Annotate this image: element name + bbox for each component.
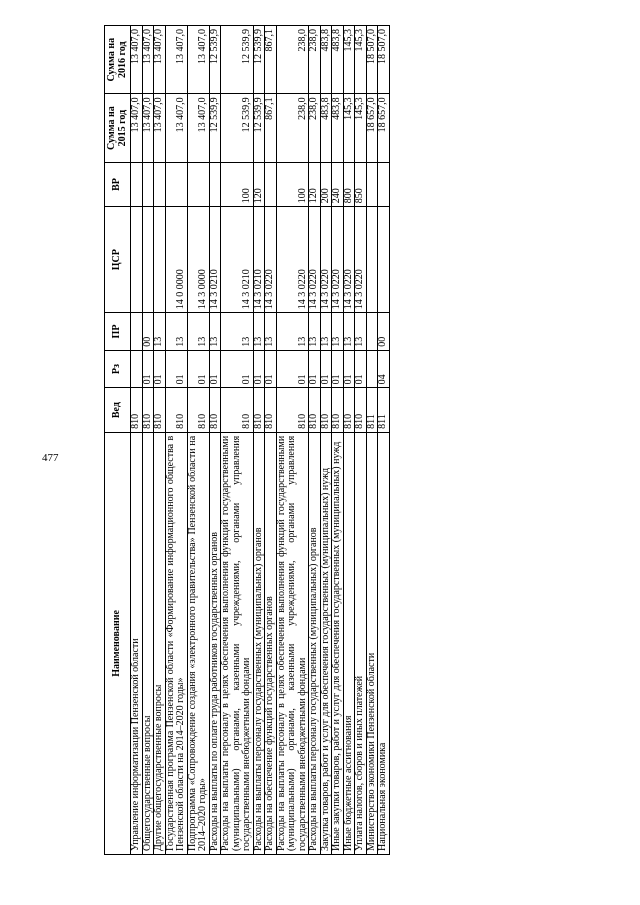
cell-sum-2016: 12 539,9 — [253, 26, 265, 94]
cell-csr: 14 3 0220 — [309, 207, 321, 313]
cell-name: Расходы на выплаты персоналу государственных (муниципальных) органов — [309, 432, 321, 854]
cell-name: Закупка товаров, работ и услуг для обеспечения государственных (муниципальных) нужд — [320, 432, 332, 854]
cell-name: Расходы на выплаты персоналу государственных (муниципальных) органов — [253, 432, 265, 854]
cell-vr — [142, 162, 154, 206]
cell-sum-2015: 18 657,0 — [366, 94, 378, 162]
cell-vr: 100 — [221, 162, 254, 206]
cell-rz: 01 — [165, 350, 187, 388]
cell-rz: 01 — [332, 350, 344, 388]
cell-name: Уплата налогов, сборов и иных платежей — [355, 432, 367, 854]
cell-sum-2015: 13 407,0 — [154, 94, 166, 162]
cell-pr: 13 — [276, 313, 309, 351]
cell-pr: 00 — [378, 313, 390, 351]
cell-pr: 13 — [265, 313, 277, 351]
cell-csr — [154, 207, 166, 313]
cell-pr — [131, 313, 143, 351]
cell-csr: 14 3 0220 — [265, 207, 277, 313]
cell-pr: 13 — [309, 313, 321, 351]
cell-name: Расходы на выплаты персоналу в целях обеспечения выполнения функций государственными (муниципальными) органами, казенными учреждениями, органами управления государственными внебюджетными фондами — [276, 432, 309, 854]
cell-csr: 14 3 0220 — [343, 207, 355, 313]
cell-pr: 13 — [221, 313, 254, 351]
table-row — [343, 26, 355, 855]
table-header-row — [105, 26, 131, 855]
cell-vr — [154, 162, 166, 206]
table-row — [154, 26, 166, 855]
cell-name: Государственная программа Пензенской области «Формирование информационного общества в Пензенской области на 2014–2020 годы» — [165, 432, 187, 854]
cell-csr: 14 0 0000 — [165, 207, 187, 313]
cell-vr — [187, 162, 209, 206]
cell-rz: 01 — [253, 350, 265, 388]
table-row — [165, 26, 187, 855]
cell-vr — [165, 162, 187, 206]
cell-sum-2015: 145,3 — [355, 94, 367, 162]
cell-pr: 13 — [355, 313, 367, 351]
cell-sum-2016: 13 407,0 — [154, 26, 166, 94]
cell-csr: 14 3 0210 — [221, 207, 254, 313]
cell-sum-2015: 12 539,9 — [221, 94, 254, 162]
header-name: Наименование — [105, 432, 131, 854]
cell-name: Национальная экономика — [378, 432, 390, 854]
cell-ved: 810 — [165, 388, 187, 432]
cell-pr: 13 — [154, 313, 166, 351]
cell-sum-2016: 13 407,0 — [131, 26, 143, 94]
table-row — [355, 26, 367, 855]
header-sum-2016: Сумма на 2016 год — [105, 26, 131, 94]
cell-sum-2016: 18 507,0 — [378, 26, 390, 94]
table-row — [309, 26, 321, 855]
cell-ved: 810 — [276, 388, 309, 432]
cell-sum-2015: 145,3 — [343, 94, 355, 162]
cell-sum-2016: 867,1 — [265, 26, 277, 94]
cell-pr: 00 — [142, 313, 154, 351]
header-pr: ПР — [105, 313, 131, 351]
cell-name: Общегосударственные вопросы — [142, 432, 154, 854]
cell-vr: 120 — [253, 162, 265, 206]
cell-vr: 200 — [320, 162, 332, 206]
cell-rz: 01 — [309, 350, 321, 388]
cell-csr: 14 3 0220 — [276, 207, 309, 313]
cell-sum-2015: 18 657,0 — [378, 94, 390, 162]
cell-csr: 14 3 0220 — [355, 207, 367, 313]
cell-sum-2016: 483,8 — [332, 26, 344, 94]
cell-pr: 13 — [320, 313, 332, 351]
cell-sum-2015: 12 539,9 — [209, 94, 221, 162]
cell-vr: 240 — [332, 162, 344, 206]
cell-name: Расходы на выплаты персоналу в целях обеспечения выполнения функций государственными (муниципальными) органами, казенными учреждениями, органами управления государственными внебюджетными фондами — [221, 432, 254, 854]
cell-pr — [366, 313, 378, 351]
header-ved: Вед — [105, 388, 131, 432]
cell-sum-2015: 238,0 — [309, 94, 321, 162]
cell-ved: 811 — [378, 388, 390, 432]
header-vr: ВР — [105, 162, 131, 206]
cell-sum-2016: 13 407,0 — [187, 26, 209, 94]
cell-pr: 13 — [209, 313, 221, 351]
cell-ved: 810 — [253, 388, 265, 432]
cell-name: Расходы на обеспечение функций государственных органов — [265, 432, 277, 854]
cell-rz: 01 — [276, 350, 309, 388]
cell-ved: 810 — [320, 388, 332, 432]
header-csr: ЦСР — [105, 207, 131, 313]
table-row — [142, 26, 154, 855]
cell-sum-2015: 13 407,0 — [131, 94, 143, 162]
cell-sum-2015: 238,0 — [276, 94, 309, 162]
cell-name: Иные закупки товаров, работ и услуг для обеспечения государственных (муниципальных) нужд — [332, 432, 344, 854]
cell-ved: 810 — [343, 388, 355, 432]
cell-rz: 04 — [378, 350, 390, 388]
cell-csr — [142, 207, 154, 313]
cell-rz: 01 — [154, 350, 166, 388]
cell-rz: 01 — [209, 350, 221, 388]
table-row — [131, 26, 143, 855]
cell-rz — [366, 350, 378, 388]
cell-vr: 100 — [276, 162, 309, 206]
cell-pr: 13 — [332, 313, 344, 351]
table-row — [378, 26, 390, 855]
cell-name: Управление информатизации Пензенской области — [131, 432, 143, 854]
page-number: 477 — [42, 452, 59, 464]
cell-csr — [378, 207, 390, 313]
cell-rz: 01 — [187, 350, 209, 388]
cell-vr — [209, 162, 221, 206]
cell-csr: 14 3 0210 — [253, 207, 265, 313]
cell-csr: 14 3 0220 — [332, 207, 344, 313]
cell-sum-2016: 483,8 — [320, 26, 332, 94]
cell-vr — [265, 162, 277, 206]
cell-ved: 810 — [142, 388, 154, 432]
cell-vr — [366, 162, 378, 206]
cell-sum-2016: 145,3 — [355, 26, 367, 94]
cell-name: Расходы на выплаты по оплате труда работников государственных органов — [209, 432, 221, 854]
cell-vr — [378, 162, 390, 206]
cell-rz: 01 — [142, 350, 154, 388]
cell-pr: 13 — [253, 313, 265, 351]
cell-sum-2016: 18 507,0 — [366, 26, 378, 94]
table-row — [276, 26, 309, 855]
header-rz: Рз — [105, 350, 131, 388]
cell-csr: 14 3 0210 — [209, 207, 221, 313]
budget-table — [104, 25, 390, 855]
cell-ved: 810 — [355, 388, 367, 432]
budget-table-wrapper — [104, 25, 564, 855]
cell-name: Министерство экономики Пензенской области — [366, 432, 378, 854]
cell-sum-2015: 483,8 — [320, 94, 332, 162]
cell-ved: 810 — [187, 388, 209, 432]
cell-sum-2015: 13 407,0 — [165, 94, 187, 162]
cell-pr: 13 — [165, 313, 187, 351]
cell-pr: 13 — [187, 313, 209, 351]
cell-ved: 810 — [332, 388, 344, 432]
table-row — [366, 26, 378, 855]
cell-ved: 810 — [221, 388, 254, 432]
cell-sum-2016: 238,0 — [276, 26, 309, 94]
cell-ved: 810 — [309, 388, 321, 432]
cell-rz: 01 — [343, 350, 355, 388]
cell-rz: 01 — [320, 350, 332, 388]
cell-csr — [131, 207, 143, 313]
cell-sum-2016: 12 539,9 — [209, 26, 221, 94]
cell-rz: 01 — [221, 350, 254, 388]
table-row — [253, 26, 265, 855]
table-row — [320, 26, 332, 855]
cell-sum-2016: 238,0 — [309, 26, 321, 94]
cell-sum-2015: 13 407,0 — [187, 94, 209, 162]
cell-sum-2015: 867,1 — [265, 94, 277, 162]
cell-vr: 120 — [309, 162, 321, 206]
cell-vr — [131, 162, 143, 206]
table-row — [332, 26, 344, 855]
table-row — [221, 26, 254, 855]
cell-sum-2015: 13 407,0 — [142, 94, 154, 162]
cell-sum-2016: 12 539,9 — [221, 26, 254, 94]
cell-ved: 810 — [154, 388, 166, 432]
table-row — [265, 26, 277, 855]
header-sum-2015: Сумма на 2015 год — [105, 94, 131, 162]
cell-vr: 800 — [343, 162, 355, 206]
table-body — [131, 26, 390, 855]
cell-name: Иные бюджетные ассигнования — [343, 432, 355, 854]
cell-ved: 811 — [366, 388, 378, 432]
cell-name: Подпрограмма «Сопровождение создания «электронного правительства» Пензенской области на 2014–2020 годы» — [187, 432, 209, 854]
cell-csr — [366, 207, 378, 313]
cell-vr: 850 — [355, 162, 367, 206]
table-row — [187, 26, 209, 855]
cell-ved: 810 — [131, 388, 143, 432]
cell-rz: 01 — [355, 350, 367, 388]
cell-csr: 14 3 0220 — [320, 207, 332, 313]
cell-rz: 01 — [265, 350, 277, 388]
table-row — [209, 26, 221, 855]
cell-csr: 14 3 0000 — [187, 207, 209, 313]
cell-pr: 13 — [343, 313, 355, 351]
cell-sum-2016: 13 407,0 — [142, 26, 154, 94]
cell-ved: 810 — [209, 388, 221, 432]
cell-name: Другие общегосударственные вопросы — [154, 432, 166, 854]
cell-sum-2015: 483,8 — [332, 94, 344, 162]
cell-sum-2015: 12 539,9 — [253, 94, 265, 162]
cell-rz — [131, 350, 143, 388]
cell-ved: 810 — [265, 388, 277, 432]
cell-sum-2016: 145,3 — [343, 26, 355, 94]
cell-sum-2016: 13 407,0 — [165, 26, 187, 94]
